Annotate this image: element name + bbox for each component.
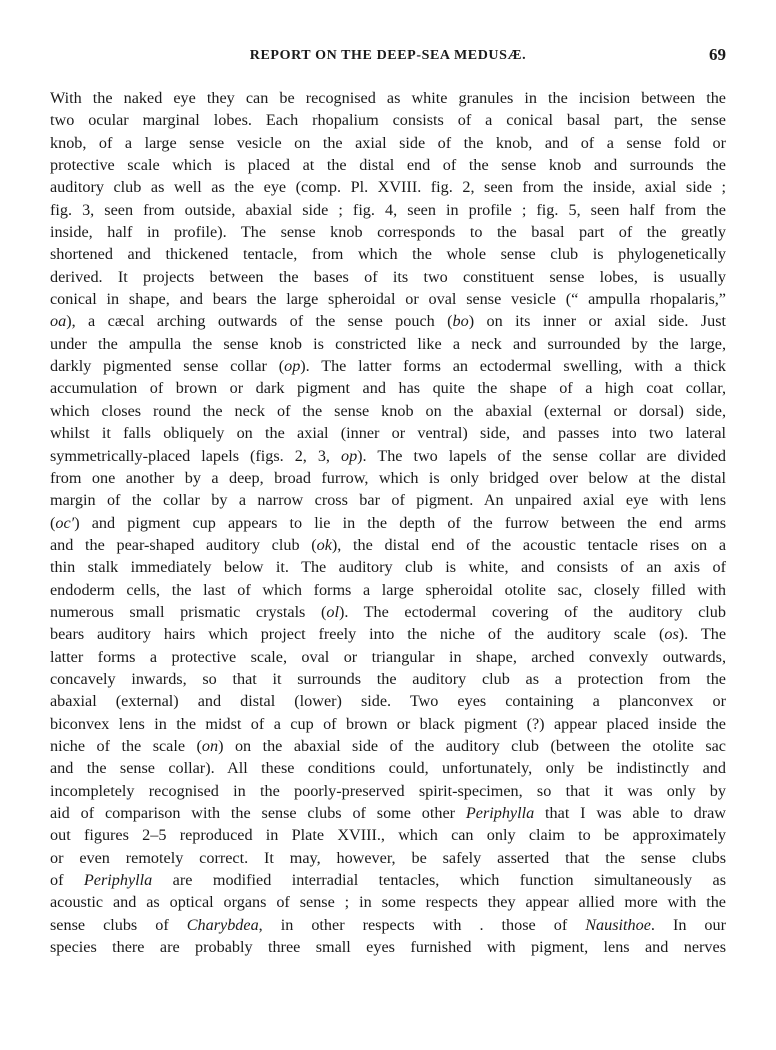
text-run: latter forms a protective scale, oval or triangular in shape, arched convexly outwards,	[50, 647, 726, 666]
italic-term: Periphylla	[465, 804, 535, 822]
text-run: ), the distal end of the acoustic tentacle rises on a	[331, 535, 726, 554]
text-line	[50, 713, 726, 735]
text-run: out figures 2–5 reproduced in Plate XVIII., which can only claim to be approximately	[50, 826, 726, 845]
italic-term: Periphylla	[83, 871, 153, 890]
text-run: and the sense collar). All these conditions could, unfortunately, only be indistinctly and	[50, 759, 726, 778]
text-line	[50, 690, 726, 712]
text-line	[50, 780, 726, 802]
text-line	[50, 824, 726, 846]
text-run: species there are probably three small eyes furnished with pigment, lens and nerves	[50, 938, 726, 957]
text-line	[50, 847, 726, 869]
text-run: numerous small prismatic crystals (	[50, 602, 327, 621]
text-line	[50, 802, 726, 824]
text-run: are modified interradial tentacles, which function simultaneously as	[152, 871, 726, 890]
text-line	[50, 534, 726, 556]
text-line	[50, 109, 726, 131]
italic-term: ok	[316, 535, 332, 554]
text-line	[50, 668, 726, 690]
text-line	[50, 869, 726, 891]
text-run: from one another by a deep, broad furrow, which is only bridged over below at the distal	[50, 468, 726, 487]
text-run: and the pear-shaped auditory club (	[50, 535, 317, 554]
text-line	[50, 422, 726, 444]
italic-term: os	[664, 625, 679, 644]
text-line	[50, 757, 726, 779]
text-run: shortened and thickened tentacle, from which the whole sense club is phylogenetically	[50, 245, 726, 264]
text-run: . In our	[650, 915, 727, 934]
text-run: , in other respects with . those of	[258, 915, 586, 934]
text-line	[50, 355, 726, 377]
text-line	[50, 891, 726, 913]
text-line	[50, 221, 726, 243]
text-line	[50, 556, 726, 578]
book-page	[50, 40, 726, 958]
text-run: With the naked eye they can be recognised as white granules in the incision between the	[50, 89, 726, 107]
italic-term: op	[284, 357, 301, 376]
text-run: ). The ectodermal covering of the auditory club	[338, 602, 726, 621]
text-line	[50, 377, 726, 399]
text-run: auditory club as well as the eye (comp. Pl. XVIII. fig. 2, seen from the inside, axial side ;	[50, 178, 726, 197]
text-line	[50, 132, 726, 154]
text-run: ). The	[678, 625, 727, 644]
text-run: protective scale which is placed at the distal end of the sense knob and surrounds the	[50, 156, 726, 175]
text-run: sense clubs of	[50, 915, 187, 934]
page-number: 69	[709, 45, 726, 64]
text-line	[50, 467, 726, 489]
text-run: derived. It projects between the bases of its two constituent sense lobes, is usually	[50, 267, 726, 286]
text-run: abaxial (external) and distal (lower) side. Two eyes containing a planconvex or	[50, 692, 726, 711]
text-run: or even remotely correct. It may, however, be safely asserted that the sense clubs	[50, 848, 726, 867]
text-run: ), a cæcal arching outwards of the sense pouch (	[66, 312, 453, 331]
text-run: acoustic and as optical organs of sense ; in some respects they appear allied more with the	[50, 893, 726, 912]
text-line	[50, 445, 726, 467]
text-run: which closes round the neck of the sense knob on the abaxial (external or dorsal) side,	[50, 401, 726, 420]
body-paragraph	[50, 87, 726, 958]
text-run: inside, half in profile). The sense knob corresponds to the basal part of the greatly	[50, 223, 726, 242]
text-line	[50, 243, 726, 265]
italic-term: oc′	[55, 513, 75, 532]
text-run: knob, of a large sense vesicle on the axial side of the knob, and of a sense fold or	[50, 133, 726, 152]
text-line	[50, 333, 726, 355]
text-run: darkly pigmented sense collar (	[50, 357, 285, 376]
text-run: ) on its inner or axial side. Just	[468, 312, 726, 331]
text-line	[50, 914, 726, 936]
text-line	[50, 601, 726, 623]
text-line	[50, 176, 726, 198]
text-run: concavely inwards, so that it surrounds the auditory club as a protection from the	[50, 669, 726, 688]
text-run: aid of comparison with the sense clubs of some other	[50, 804, 466, 822]
text-run: ) on the abaxial side of the auditory club (between the otolite sac	[218, 736, 726, 755]
text-line	[50, 87, 726, 109]
text-run: accumulation of brown or dark pigment and has quite the shape of a high coat collar,	[50, 379, 726, 398]
text-run: ). The two lapels of the sense collar are divided	[357, 446, 726, 465]
text-run: niche of the scale (	[50, 736, 202, 755]
running-title: REPORT ON THE DEEP-SEA MEDUSÆ.	[249, 48, 527, 63]
text-run: (	[50, 513, 56, 532]
text-run: that I was able to draw	[534, 804, 727, 822]
text-run: under the ampulla the sense knob is constricted like a neck and surrounded by the large,	[50, 334, 726, 353]
text-line	[50, 310, 726, 332]
text-run: two ocular marginal lobes. Each rhopalium consists of a conical basal part, the sense	[50, 111, 726, 130]
italic-term: op	[340, 446, 358, 465]
text-run: incompletely recognised in the poorly-preserved spirit-specimen, so that it was only by	[50, 781, 726, 800]
text-line	[50, 936, 726, 958]
text-run: margin of the collar by a narrow cross bar of pigment. An unpaired axial eye with lens	[50, 491, 726, 510]
text-run: conical in shape, and bears the large spheroidal or oval sense vesicle (“ ampulla rhopalaris,”	[50, 290, 726, 309]
italic-term: Charybdea	[186, 915, 259, 934]
running-head	[50, 40, 726, 66]
text-line	[50, 266, 726, 288]
text-run: ). The latter forms an ectodermal swelling, with a thick	[300, 357, 726, 376]
text-line	[50, 579, 726, 601]
text-run: thin stalk immediately below it. The auditory club is white, and consists of an axis of	[50, 558, 726, 577]
text-line	[50, 489, 726, 511]
text-run: endoderm cells, the last of which forms a large spheroidal otolite sac, closely filled with	[50, 580, 726, 599]
text-run: biconvex lens in the midst of a cup of brown or black pigment (?) appear placed inside the	[50, 714, 726, 733]
text-line	[50, 623, 726, 645]
italic-term: Nausithoe	[585, 915, 651, 934]
text-line	[50, 646, 726, 668]
text-line	[50, 288, 726, 310]
text-run: bears auditory hairs which project freely into the niche of the auditory scale (	[50, 625, 665, 644]
text-line	[50, 199, 726, 221]
text-line	[50, 512, 726, 534]
italic-term: ol	[326, 602, 339, 621]
text-run: symmetrically-placed lapels (figs. 2, 3,	[50, 446, 341, 465]
text-line	[50, 154, 726, 176]
text-run: ) and pigment cup appears to lie in the depth of the furrow between the end arms	[74, 513, 726, 532]
text-run: whilst it falls obliquely on the axial (inner or ventral) side, and passes into two lateral	[50, 424, 726, 443]
text-line	[50, 400, 726, 422]
italic-term: oa	[50, 312, 67, 331]
text-line	[50, 735, 726, 757]
italic-term: on	[201, 736, 219, 755]
text-run: fig. 3, seen from outside, abaxial side ; fig. 4, seen in profile ; fig. 5, seen half from the	[50, 200, 726, 219]
italic-term: bo	[452, 312, 469, 331]
text-run: of	[50, 871, 84, 890]
